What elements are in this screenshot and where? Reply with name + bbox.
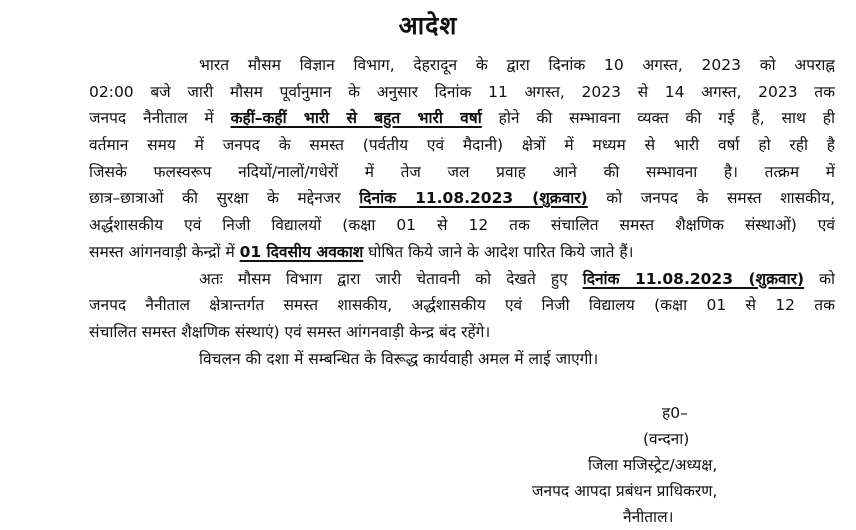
para1-line3-text: जनपद नैनीताल में: [89, 109, 231, 128]
document-title: आदेश: [398, 11, 458, 40]
para2-line1-rest: को: [804, 269, 835, 288]
order-body: [89, 52, 835, 372]
para1-line6-rest: को जनपद के समस्त शासकीय,: [587, 189, 835, 208]
para2-line2: जनपद नैनीताल क्षेत्रान्तर्गत समस्त शासकीय, अर्द्धशासकीय एवं निजी विद्यालय (कक्षा 01 से 12 तक: [89, 296, 835, 315]
signature-h: ह0–: [662, 404, 688, 422]
para3-line: विचलन की दशा में सम्बन्धित के विरूद्ध कार्यवाही अमल में लाई जाएगी।: [199, 349, 599, 368]
para1-line8-text: समस्त आंगनवाड़ी केन्द्रों में: [89, 242, 240, 261]
para1-line1: भारत मौसम विज्ञान विभाग, देहरादून के द्वारा दिनांक 10 अगस्त, 2023 को अपराह्न: [199, 56, 835, 74]
closure-date-highlight: दिनांक 11.08.2023 (शुक्रवार): [582, 269, 805, 288]
holiday-date-highlight: दिनांक 11.08.2023 (शुक्रवार): [359, 189, 588, 208]
para1-line7: अर्द्धशासकीय एवं निजी विद्यालयों (कक्षा 01 से 12 तक संचालित समस्त शैक्षणिक संस्थाओं) एवं: [89, 216, 835, 235]
para2-line1-text: अतः मौसम विभाग द्वारा जारी चेतावनी को देखते हुए: [199, 269, 583, 288]
para1-line5: जिसके फलस्वरूप नदियों/नालों/गधेरों में तेज जल प्रवाह आने की सम्भावना है। तत्क्रम में: [89, 162, 835, 181]
signatory-name: (वन्दना): [643, 430, 690, 448]
para1-line8: [89, 239, 835, 266]
heavy-rain-highlight: कहीं–कहीं भारी से बहुत भारी वर्षा: [230, 109, 482, 128]
holiday-duration-highlight: 01 दिवसीय अवकाश: [239, 242, 364, 261]
para1-line8-rest: घोषित किये जाने के आदेश पारित किये जाते हैं।: [363, 242, 634, 261]
para1-line6: [89, 185, 835, 212]
para1-line6-text: छात्र–छात्राओं की सुरक्षा के मद्देनजर: [89, 189, 360, 208]
para1-line4: वर्तमान समय में जनपद के समस्त (पर्वतीय एवं मैदानी) क्षेत्रों में मध्यम से भारी वर्षा हो रही है: [89, 136, 835, 155]
para1-line3: [89, 105, 835, 132]
signatory-place: नैनीताल।: [623, 508, 674, 526]
signatory-authority: जनपद आपदा प्रबंधन प्राधिकरण,: [532, 482, 718, 500]
para1-line2: 02:00 बजे जारी मौसम पूर्वानुमान के अनुसार दिनांक 11 अगस्त, 2023 से 14 अगस्त, 2023 तक: [89, 82, 835, 101]
para1-line3-rest: होने की सम्भावना व्यक्त की गई हैं, साथ ही: [481, 109, 835, 128]
para2-line1: [89, 266, 835, 293]
signatory-designation: जिला मजिस्ट्रेट/अध्यक्ष,: [588, 456, 718, 474]
para2-line3: संचालित समस्त शैक्षणिक संस्थाएं) एवं समस्त आंगनवाड़ी केन्द्र बंद रहेंगे।: [89, 322, 491, 341]
